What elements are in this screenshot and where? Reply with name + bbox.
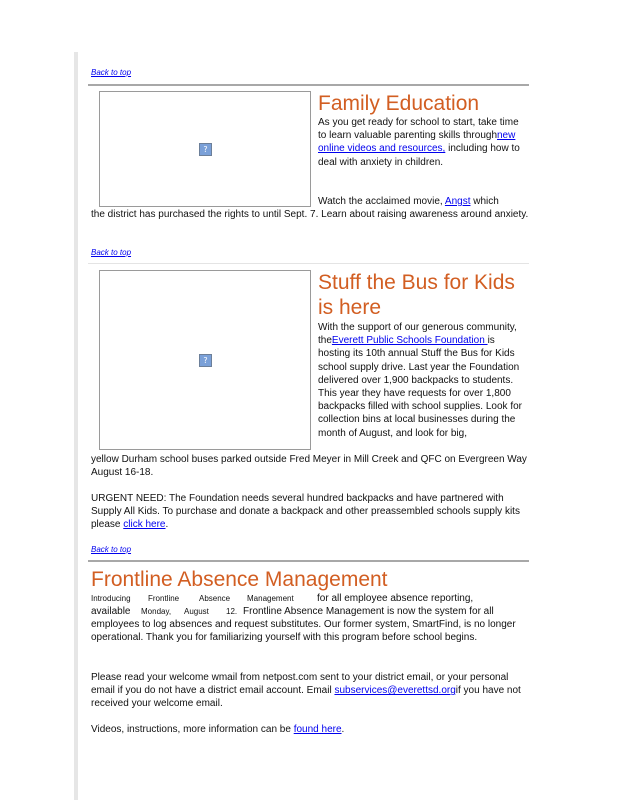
frontline-welcome-email-text: Please read your welcome wmail from netpost.com sent to your district email, or your personal email if you do not have a district email account. Email subservices@everettsd.orgif you have not received your welcome email. [91, 672, 521, 710]
frontline-description: employees to log absences and request substitutes. Our former system, SmartFind, is no longer operational. Thank you for familiarizing yourself with this program before school begins. [91, 619, 516, 644]
intro-rest: for all employee absence reporting, [317, 593, 474, 604]
intro-word: Management [247, 594, 294, 603]
subservices-email-link[interactable]: subservices@everettsd.org [334, 685, 456, 697]
intro-word: Absence [199, 594, 231, 603]
stuff-the-bus-image-placeholder [99, 270, 311, 450]
broken-image-icon: ? [199, 143, 212, 156]
new-online-videos-link[interactable]: new online videos and resources, [318, 130, 516, 155]
stuff-the-bus-title: Stuff the Bus for Kids is here [318, 271, 515, 319]
stuff-the-bus-text-continued: yellow Durham school buses parked outside Fred Meyer in Mill Creek and QFC on Evergreen Way August 16-18. [91, 454, 527, 479]
stuff-the-bus-text: With the support of our generous community, theEverett Public Schools Foundation is hosting its 10th annual Stuff the Bus for Kids school supply drive. Last year the Foundation delivered over 1,900 backpacks to students. This year they have requests for over 1,800 backpacks filled with school supplies. Look for collection bins at local businesses during the month of August, and look for big, [318, 322, 522, 439]
family-education-text: As you get ready for school to start, take time to learn valuable parenting skills throughnew online videos and resources, including how to deal with anxiety in children. [318, 117, 520, 168]
family-movie-line: Watch the acclaimed movie, Angst which [318, 196, 499, 207]
frontline-title: Frontline Absence Management [91, 568, 388, 591]
avail-word: 12. [226, 607, 238, 616]
found-here-link[interactable]: found here [293, 724, 342, 735]
frontline-more-info-text: Videos, instructions, more information can be found here. [91, 724, 345, 735]
click-here-link[interactable]: click here [123, 519, 166, 531]
back-to-top-link[interactable]: Back to top [91, 248, 132, 257]
avail-word: August [184, 607, 209, 616]
intro-word: Frontline [148, 594, 180, 603]
back-to-top-link[interactable]: Back to top [91, 545, 132, 554]
family-education-title: Family Education [318, 92, 480, 115]
avail-rest: Frontline Absence Management is now the system for all [243, 606, 494, 617]
section-divider [88, 84, 529, 86]
section-divider [88, 560, 529, 562]
left-margin-bar [74, 52, 78, 800]
section-divider [88, 263, 529, 264]
frontline-available-line [91, 605, 529, 618]
angst-movie-link[interactable]: Angst [444, 196, 471, 207]
everett-foundation-link[interactable]: Everett Public Schools Foundation [331, 335, 488, 347]
avail-word: available [91, 606, 131, 617]
avail-word: Monday, [141, 607, 172, 616]
family-movie-text: the district has purchased the rights to until Sept. 7. Learn about raising awareness around anxiety. [91, 209, 529, 220]
frontline-intro-line [91, 592, 529, 605]
broken-image-icon: ? [199, 354, 212, 367]
family-education-image-placeholder [99, 91, 311, 207]
urgent-need-text: URGENT NEED: The Foundation needs several hundred backpacks and have partnered with Supply All Kids. To purchase and donate a backpack and other preassembled schools supply kits please click here. [91, 493, 520, 531]
intro-word: Introducing [91, 594, 131, 603]
back-to-top-link[interactable]: Back to top [91, 68, 132, 77]
